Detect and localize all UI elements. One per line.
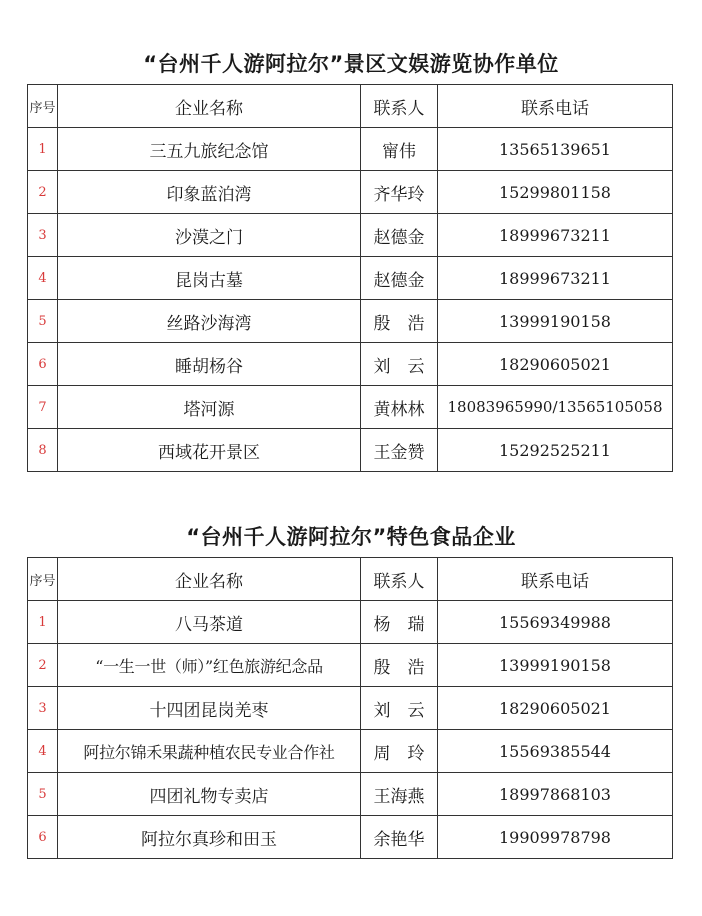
company-name: 塔河源: [58, 386, 361, 429]
company-name: 阿拉尔真珍和田玉: [58, 816, 361, 859]
table-row: [28, 773, 673, 816]
company-name: 昆岗古墓: [58, 257, 361, 300]
table-row: [28, 128, 673, 171]
company-name: 十四团昆岗羌枣: [58, 687, 361, 730]
contact-person: 赵德金: [361, 257, 438, 300]
table-row: [28, 214, 673, 257]
row-index: 8: [28, 429, 58, 472]
phone-number: 18290605021: [438, 343, 673, 386]
row-index: 6: [28, 343, 58, 386]
table-row: [28, 300, 673, 343]
contact-header: 联系人: [361, 85, 438, 128]
phone-number: 19909978798: [438, 816, 673, 859]
contact-person: 王金赞: [361, 429, 438, 472]
name-header: 企业名称: [58, 558, 361, 601]
table-row: [28, 644, 673, 687]
row-index: 1: [28, 128, 58, 171]
contact-person: 刘 云: [361, 687, 438, 730]
specialty-food-table: [27, 557, 673, 859]
phone-number: 15569385544: [438, 730, 673, 773]
contact-person: 殷 浩: [361, 644, 438, 687]
header-row: [28, 85, 673, 128]
index-header: 序号: [28, 558, 58, 601]
contact-person: 黄林林: [361, 386, 438, 429]
row-index: 5: [28, 300, 58, 343]
company-name: 八马茶道: [58, 601, 361, 644]
contact-header: 联系人: [361, 558, 438, 601]
phone-number: 13999190158: [438, 300, 673, 343]
phone-number: 13565139651: [438, 128, 673, 171]
index-header: 序号: [28, 85, 58, 128]
section2-title: “台州千人游阿拉尔”特色食品企业: [186, 525, 516, 549]
header-row: [28, 558, 673, 601]
contact-person: 王海燕: [361, 773, 438, 816]
contact-person: 齐华玲: [361, 171, 438, 214]
company-name: 丝路沙海湾: [58, 300, 361, 343]
phone-number: 18997868103: [438, 773, 673, 816]
row-index: 1: [28, 601, 58, 644]
phone-number: 18083965990/13565105058: [438, 386, 673, 429]
phone-number: 13999190158: [438, 644, 673, 687]
contact-person: 刘 云: [361, 343, 438, 386]
phone-number: 18999673211: [438, 214, 673, 257]
row-index: 3: [28, 687, 58, 730]
contact-person: 赵德金: [361, 214, 438, 257]
company-name: 阿拉尔锦禾果蔬种植农民专业合作社: [58, 730, 361, 773]
phone-header: 联系电话: [438, 85, 673, 128]
phone-header: 联系电话: [438, 558, 673, 601]
name-header: 企业名称: [58, 85, 361, 128]
company-name: 三五九旅纪念馆: [58, 128, 361, 171]
row-index: 4: [28, 257, 58, 300]
table-row: [28, 601, 673, 644]
table-row: [28, 257, 673, 300]
row-index: 2: [28, 171, 58, 214]
row-index: 2: [28, 644, 58, 687]
table-row: [28, 730, 673, 773]
company-name: 沙漠之门: [58, 214, 361, 257]
table-row: [28, 816, 673, 859]
table-row: [28, 171, 673, 214]
row-index: 7: [28, 386, 58, 429]
table-row: [28, 386, 673, 429]
scenic-partners-table: [27, 84, 673, 472]
contact-person: 殷 浩: [361, 300, 438, 343]
phone-number: 18999673211: [438, 257, 673, 300]
phone-number: 15292525211: [438, 429, 673, 472]
row-index: 4: [28, 730, 58, 773]
contact-person: 甯伟: [361, 128, 438, 171]
contact-person: 周 玲: [361, 730, 438, 773]
phone-number: 15569349988: [438, 601, 673, 644]
row-index: 3: [28, 214, 58, 257]
phone-number: 18290605021: [438, 687, 673, 730]
row-index: 5: [28, 773, 58, 816]
section1-title: “台州千人游阿拉尔”景区文娱游览协作单位: [143, 52, 559, 76]
company-name: 西域花开景区: [58, 429, 361, 472]
table-row: [28, 429, 673, 472]
contact-person: 杨 瑞: [361, 601, 438, 644]
contact-person: 余艳华: [361, 816, 438, 859]
company-name: 印象蓝泊湾: [58, 171, 361, 214]
company-name: 睡胡杨谷: [58, 343, 361, 386]
company-name: 四团礼物专卖店: [58, 773, 361, 816]
company-name: “一生一世（师）”红色旅游纪念品: [58, 644, 361, 687]
row-index: 6: [28, 816, 58, 859]
phone-number: 15299801158: [438, 171, 673, 214]
table-row: [28, 687, 673, 730]
table-row: [28, 343, 673, 386]
